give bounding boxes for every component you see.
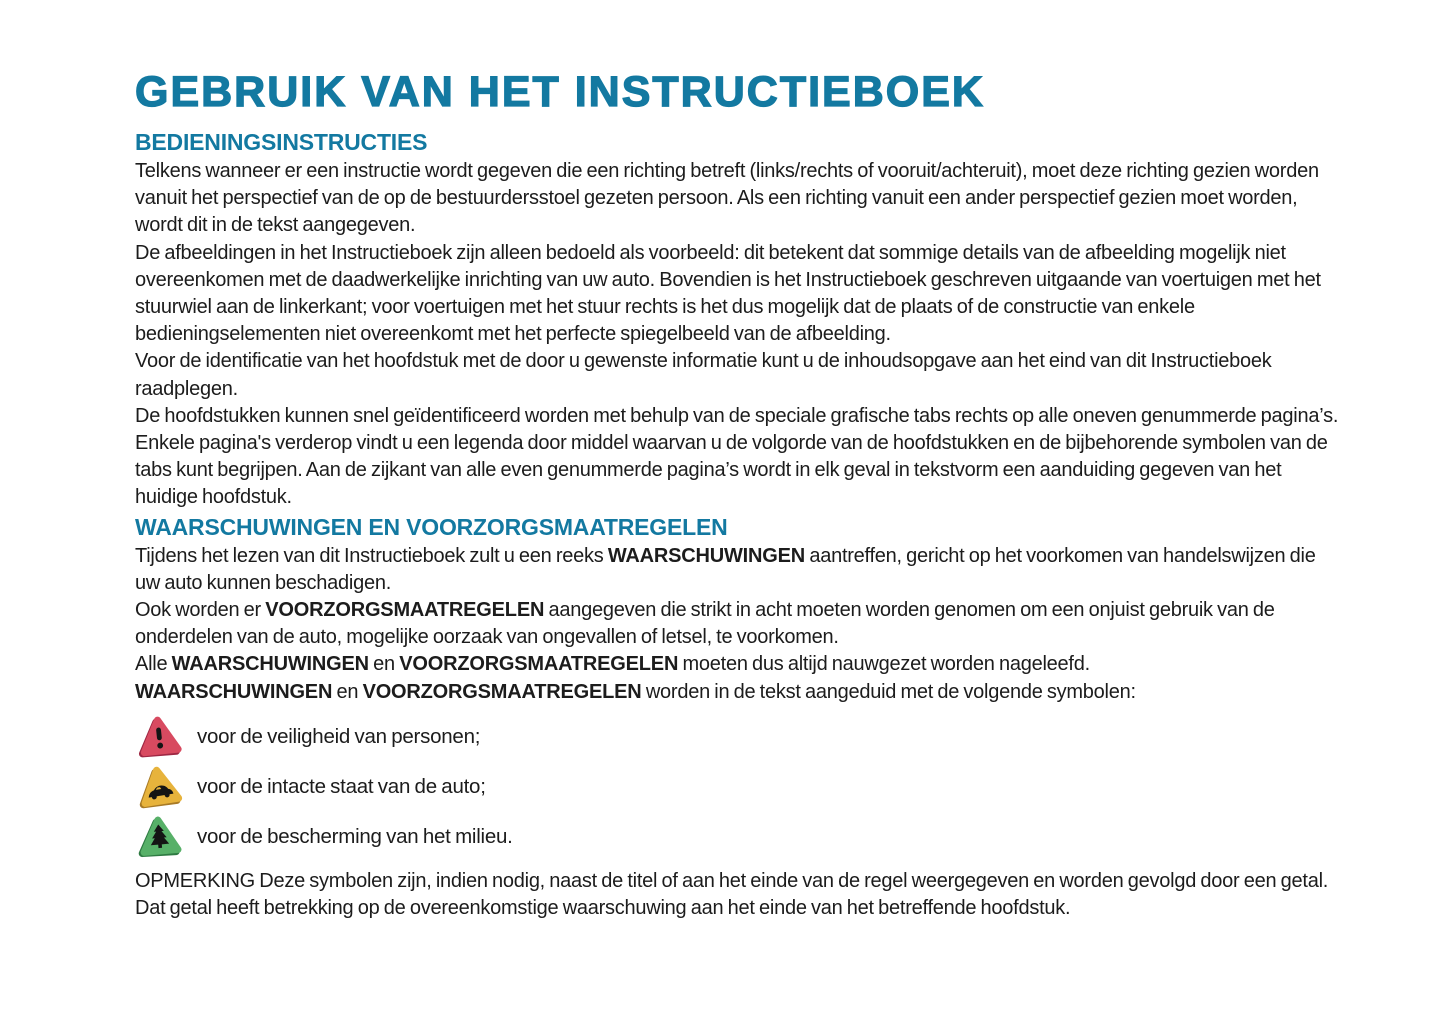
page-content (135, 70, 1340, 922)
note-paragraph: OPMERKING Deze symbolen zijn, indien nodig, naast de titel of aan het einde van de regel weergegeven en worden gevolgd door een getal. Dat getal heeft betrekking op de overeenkomstige waarschuwing aan het einde van het betreffende hoofdstuk. (135, 869, 1329, 920)
page-title: GEBRUIK VAN HET INSTRUCTIEBOEK (135, 68, 985, 116)
symbol-label: voor de bescherming van het milieu. (197, 824, 513, 848)
paragraph-warnings-intro (135, 543, 1340, 597)
paragraph-precautions-intro (135, 597, 1340, 651)
keyword-voorzorgsmaatregelen: VOORZORGSMAATREGELEN (399, 653, 679, 676)
text-segment: aangegeven die strikt in acht moeten worden genomen om een onjuist gebruik van de onderdelen van de auto, mogelijke oorzaak van ongevallen of letsel, te voorkomen. (135, 599, 1275, 649)
keyword-waarschuwingen: WAARSCHUWINGEN (607, 544, 806, 567)
keyword-voorzorgsmaatregelen: VOORZORGSMAATREGELEN (362, 680, 642, 703)
environment-triangle-icon (135, 813, 184, 861)
paragraph-directions: Telkens wanneer er een instructie wordt gegeven die een richting betreft (links/rechts of vooruit/achteruit), moet deze richting gezien worden vanuit het perspectief van de op de bestuurdersstoel gezeten persoon. Als een richting vanuit een ander perspectief gezien moet worden, wordt dit in de tekst aangegeven. (135, 160, 1319, 237)
paragraph-chapter-tabs: De hoofdstukken kunnen snel geïdentificeerd worden met behulp van de speciale grafische tabs rechts op alle oneven genummerde pagina’s. Enkele pagina's verderop vindt u een legenda door middel waarvan u de volgorde van de hoofdstukken en de bijbehorende symbolen van de tabs kunt begrijpen. Aan de zijkant van alle even genummerde pagina’s wordt in elk geval in tekstvorm een aanduiding gegeven van het huidige hoofdstuk. (135, 404, 1339, 509)
text-segment: en (332, 680, 363, 703)
symbol-row-car (135, 762, 1340, 812)
text-segment: Ook worden er (135, 599, 266, 622)
text-segment: Tijdens het lezen van dit Instructieboek zult u een reeks (135, 544, 608, 567)
paragraph-symbols-intro (135, 679, 1340, 706)
keyword-waarschuwingen: WAARSCHUWINGEN (135, 680, 333, 703)
symbol-row-safety (135, 712, 1340, 762)
section-heading-bedieningsinstructies: BEDIENINGSINSTRUCTIES (135, 129, 428, 155)
symbol-label: voor de intacte staat van de auto; (197, 774, 486, 798)
symbol-row-environment (135, 812, 1340, 862)
text-segment: Alle (135, 653, 172, 676)
keyword-waarschuwingen: WAARSCHUWINGEN (171, 653, 369, 676)
text-segment: moeten dus altijd nauwgezet worden nageleefd. (678, 653, 1090, 676)
paragraph-index: Voor de identificatie van het hoofdstuk met de door u gewenste informatie kunt u de inhoudsopgave aan het eind van dit Instructieboek raadplegen. (135, 350, 1272, 400)
danger-triangle-icon (135, 713, 184, 761)
paragraph-illustrations: De afbeeldingen in het Instructieboek zijn alleen bedoeld als voorbeeld: dit betekent dat sommige details van de afbeelding mogelijk niet overeenkomen met de daadwerkelijke inrichting van uw auto. Bovendien is het Instructieboek geschreven uitgaande van voertuigen met het stuurwiel aan de linkerkant; voor voertuigen met het stuur rechts is het dus mogelijk dat de plaats of de constructie van enkele bedieningselementen niet overeenkomt met het perfecte spiegelbeeld van de afbeelding. (135, 241, 1321, 346)
section-heading-waarschuwingen: WAARSCHUWINGEN EN VOORZORGSMAATREGELEN (135, 513, 728, 540)
warning-symbols-list (135, 712, 1340, 862)
paragraph-observe-all (135, 651, 1340, 678)
text-segment: worden in de tekst aangeduid met de volgende symbolen: (641, 680, 1136, 703)
text-segment: en (368, 653, 400, 676)
symbol-label: voor de veiligheid van personen; (197, 724, 481, 748)
car-damage-triangle-icon (135, 763, 184, 811)
text-segment: aantreffen, gericht op het voorkomen van handelswijzen die uw auto kunnen beschadigen. (135, 544, 1316, 594)
keyword-voorzorgsmaatregelen: VOORZORGSMAATREGELEN (265, 599, 545, 622)
